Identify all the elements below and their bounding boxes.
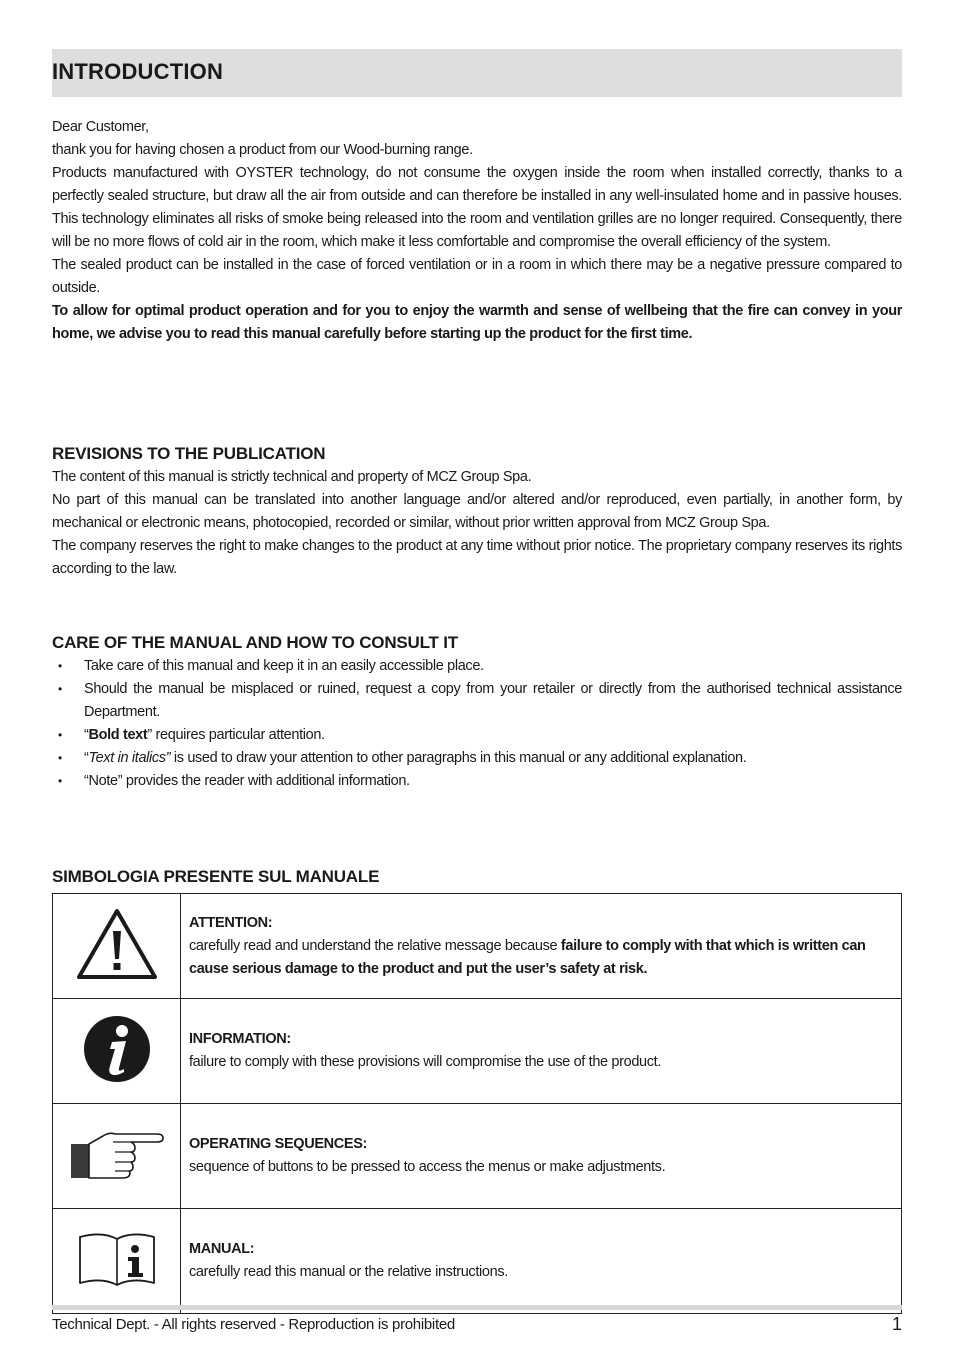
intro-oyster-paragraph: Products manufactured with OYSTER technology, do not consume the oxygen inside the room when installed correctly, thanks to a perfectly sealed structure, but draw all the air from outside and can therefore be installed in any well-insulated home and in passive houses. This technology eliminates all risks of smoke being released into the room and ventilation grilles are no longer required. Consequently, there will be no more flows of cold air in the room, which make it less comfortable and compromise the overall efficiency of the system. (52, 165, 902, 250)
information-icon (82, 1014, 152, 1084)
symbols-title: SIMBOLOGIA PRESENTE SUL MANUALE (52, 867, 380, 886)
intro-thanks: thank you for having chosen a product from our Wood-burning range. (52, 142, 473, 158)
care-item-bold: • “Bold text” requires particular attention. (52, 724, 902, 747)
revisions-title: REVISIONS TO THE PUBLICATION (52, 444, 326, 463)
intro-bold-note: To allow for optimal product operation and for you to enjoy the warmth and sense of wellbeing that the fire can convey in your home, we advise you to read this manual carefully before starting up the product for the first time. (52, 303, 902, 342)
attention-title: ATTENTION: (189, 914, 273, 931)
revisions-paragraph-1: The content of this manual is strictly technical and property of MCZ Group Spa. (52, 469, 532, 485)
manual-book-icon (76, 1229, 158, 1289)
symbol-row-operating (53, 1104, 902, 1209)
symbol-row-manual (53, 1209, 902, 1314)
revisions-paragraph-2: No part of this manual can be translated into another language and/or altered and/or reproduced, even partially, in another form, by mechanical or electronic means, photocopied, recorded or similar, without prior written approval from MCZ Group Spa. (52, 492, 902, 531)
attention-description: carefully read and understand the relative message because failure to comply with that which is written can cause serious damage to the product and put the user’s safety at risk. (189, 937, 866, 977)
footer-copyright: Technical Dept. - All rights reserved - Reproduction is prohibited (52, 1316, 455, 1333)
revisions-paragraph-3: The company reserves the right to make changes to the product at any time without prior notice. The proprietary company reserves its rights according to the law. (52, 538, 902, 577)
intro-greeting: Dear Customer, (52, 119, 149, 135)
operating-sequences-description: sequence of buttons to be pressed to access the menus or make adjustments. (189, 1159, 666, 1175)
symbol-row-attention (53, 894, 902, 999)
pointing-hand-icon (69, 1128, 165, 1180)
page-number: 1 (891, 1314, 902, 1334)
care-item-italics: • “Text in italics” is used to draw your attention to other paragraphs in this manual or any additional explanation. (52, 747, 902, 770)
care-item-copy: • Should the manual be misplaced or ruined, request a copy from your retailer or directly from the authorised technical assistance Department. (52, 678, 902, 724)
italic-text-sample: Text in italics” (88, 750, 171, 766)
care-list (52, 655, 902, 793)
page-title: INTRODUCTION (52, 49, 902, 97)
care-item-keep: • Take care of this manual and keep it in an easily accessible place. (52, 655, 902, 678)
care-item-note: • “Note” provides the reader with additional information. (52, 770, 902, 793)
bold-text-sample: Bold text (88, 727, 148, 743)
information-description: failure to comply with these provisions will compromise the use of the product. (189, 1054, 662, 1070)
manual-description: carefully read this manual or the relative instructions. (189, 1264, 508, 1280)
footer-divider (52, 1305, 902, 1310)
intro-sealed-paragraph: The sealed product can be installed in the case of forced ventilation or in a room in which there may be a negative pressure compared to outside. (52, 257, 902, 296)
operating-sequences-title: OPERATING SEQUENCES: (189, 1136, 368, 1152)
care-title: CARE OF THE MANUAL AND HOW TO CONSULT IT (52, 633, 458, 652)
manual-title: MANUAL: (189, 1241, 255, 1257)
symbol-row-information (53, 999, 902, 1104)
warning-triangle-icon (76, 907, 158, 981)
page-content (52, 49, 902, 1314)
symbols-table (52, 893, 902, 1314)
information-title: INFORMATION: (189, 1031, 291, 1047)
